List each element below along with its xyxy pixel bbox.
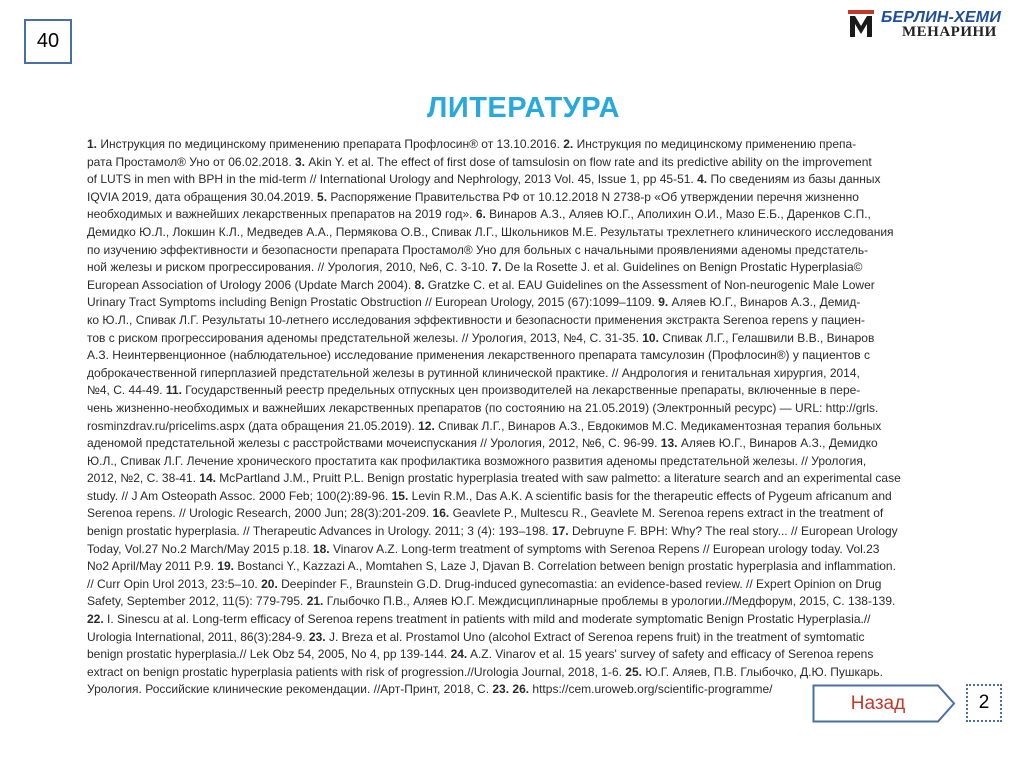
reference-line: Урология. Российские клинические рекомендации. //Арт-Принт, 2018, С. 23. 26. https://cem.uroweb.org/scientific-programme/ [87,682,773,697]
page-title: ЛИТЕРАТУРА [427,92,621,124]
logo-mark-icon [848,10,874,38]
back-button-label: Назад [850,692,906,714]
back-button[interactable] [812,684,956,723]
reference-line: ной железы и риском прогрессирования. // Урология, 2010, №6, С. 3-10. 7. De la Rosette J. et al. Guidelines on Benign Prostatic Hyperplasia© [87,260,863,275]
reference-line: extract on benign prostatic hyperplasia patients with risk of progression.//Urologia Journal, 2018, 1-6. 25. Ю.Г. Аляев, П.В. Глыбочко, Д.Ю. Пушкарь. [87,664,883,679]
reference-line: доброкачественной гиперплазией предстательной железы в рутинной клинической практике. // Андрология и генитальная хирургия, 2014, [87,365,860,380]
reference-line: // Curr Opin Urol 2013, 23:5–10. 20. Deepinder F., Braunstein G.D. Drug-induced gynecomastia: an evidence-based review. // Expert Opinion on Drug [87,576,882,591]
references-list [87,136,955,699]
reference-line: Today, Vol.27 No.2 March/May 2015 p.18. 18. Vinarov A.Z. Long-term treatment of symptoms with Serenoa Repens // European urology today. Vol.23 [87,541,880,556]
reference-line: No2 April/May 2011 P.9. 19. Bostanci Y., Kazzazi A., Momtahen S, Laze J, Djavan B. Correlation between benign prostatic hyperplasia and inflammation. [87,559,896,574]
reference-line: №4, С. 44-49. 11. Государственный реестр предельных отпускных цен производителей на лекарственные препараты, включенные в пере- [87,383,861,398]
reference-line: Urinary Tract Symptoms including Benign Prostatic Obstruction // European Urology, 2015 (67):1099–1109. 9. Аляев Ю.Г., Винаров А.З., Демид- [87,295,861,310]
reference-line: 22. I. Sinescu at al. Long-term efficacy of Serenoa repens treatment in patients with mild and moderate symptomatic Benign Prostatic Hyperplasia.// [87,612,871,627]
logo-text-line1: БЕРЛИН-ХЕМИ [881,9,1002,26]
reference-line: Демидко Ю.Л., Локшин К.Л., Медведев А.А., Пермякова О.В., Спивак Л.Г., Школьников М.Е. Результаты трехлетнего клинического исследования [87,224,894,239]
reference-line: Serenoa repens. // Urologic Research, 2000 Jun; 28(3):201-209. 16. Geavlete P., Multescu R., Geavlete M. Serenoa repens extract in the treatment of [87,506,884,521]
reference-line: benign prostatic hyperplasia.// Lek Obz 54, 2005, No 4, pp 139-144. 24. A.Z. Vinarov et al. 15 years' survey of safety and efficacy of Serenoa repens [87,647,874,662]
reference-line: benign prostatic hyperplasia. // Therapeutic Advances in Urology. 2011; 3 (4): 193–198. 17. Debruyne F. BPH: Why? The real story... // European Urology [87,524,898,539]
logo-text-line2: МЕНАРИНИ [902,24,997,40]
reference-line: 2012, №2, С. 38-41. 14. McPartland J.M., Pruitt P.L. Benign prostatic hyperplasia treated with saw palmetto: a literature search and an experimental case [87,471,901,486]
reference-line: чень жизненно-необходимых и важнейших лекарственных препаратов (по состоянию на 21.05.2019) (Электронный ресурс) — URL: http://grls. [87,400,879,415]
reference-line: European Association of Urology 2006 (Update March 2004). 8. Gratzke C. et al. EAU Guidelines on the Assessment of Non-neurogenic Male Lower [87,277,875,292]
reference-line: rosminzdrav.ru/pricelims.aspx (дата обращения 21.05.2019). 12. Спивак Л.Г., Винаров А.З., Евдокимов М.С. Медикаментозная терапия больных [87,418,882,433]
company-logo [848,10,1018,42]
reference-line: рата Простамол® Уно от 06.02.2018. 3. Akin Y. et al. The effect of first dose of tamsulosin on flow rate and its predictive ability on the improvement [87,154,872,169]
page-number-box[interactable]: 2 [966,684,1002,722]
reference-line: А.З. Неинтервенционное (наблюдательное) исследование применения лекарственного препарата тамсулозин (Профлосин®) у пациентов с [87,348,870,363]
reference-line: Safety, September 2012, 11(5): 779-795. 21. Глыбочко П.В., Аляев Ю.Г. Междисциплинарные проблемы в урологии.//Медфорум, 2015, С. 138-139. [87,594,896,609]
reference-line: Ю.Л., Спивак Л.Г. Лечение хронического простатита как профилактика возможного развития аденомы предстательной железы. // Урология, [87,453,867,468]
reference-line: необходимых и важнейших лекарственных препаратов на 2019 год». 6. Винаров А.З., Аляев Ю.Г., Аполихин О.И., Мазо Е.Б., Даренков С.П., [87,207,871,222]
reference-line: of LUTS in men with BPH in the mid-term // International Urology and Nephrology, 2013 Vol. 45, Issue 1, pp 45-51. 4. По сведениям из базы данных [87,172,881,187]
reference-line: тов с риском прогрессирования аденомы предстательной железы. // Урология, 2013, №4, С. 31-35. 10. Спивак Л.Г., Гелашвили В.В., Винаров [87,330,875,345]
reference-line: аденомой предстательной железы с расстройствами мочеиспускания // Урология, 2012, №6, С. 96-99. 13. Аляев Ю.Г., Винаров А.З., Демидко [87,436,878,451]
reference-line: Urologia International, 2011, 86(3):284-9. 23. J. Breza et al. Prostamol Uno (alcohol Extract of Serenoa repens fruit) in the treatment of symtomatic [87,629,865,644]
reference-line: IQVIA 2019, дата обращения 30.04.2019. 5. Распоряжение Правительства РФ от 10.12.2018 N 2738-р «Об утверждении перечня жизненно [87,189,859,204]
slide-number-badge: 40 [24,19,72,64]
reference-line: 1. Инструкция по медицинскому применению препарата Профлосин® от 13.10.2016. 2. Инструкция по медицинскому применению препа- [87,137,857,151]
reference-line: study. // J Am Osteopath Assoc. 2000 Feb; 100(2):89-96. 15. Levin R.M., Das A.K. A scientific basis for the therapeutic effects of Pygeum africanum and [87,488,892,503]
reference-line: по изучению эффективности и безопасности препарата Простамол® Уно для больных с начальными проявлениями аденомы предстатель- [87,242,869,257]
reference-line: ко Ю.Л., Спивак Л.Г. Результаты 10-летнего исследования эффективности и безопасности применения экстракта Serenoa repens у пациен- [87,312,865,327]
